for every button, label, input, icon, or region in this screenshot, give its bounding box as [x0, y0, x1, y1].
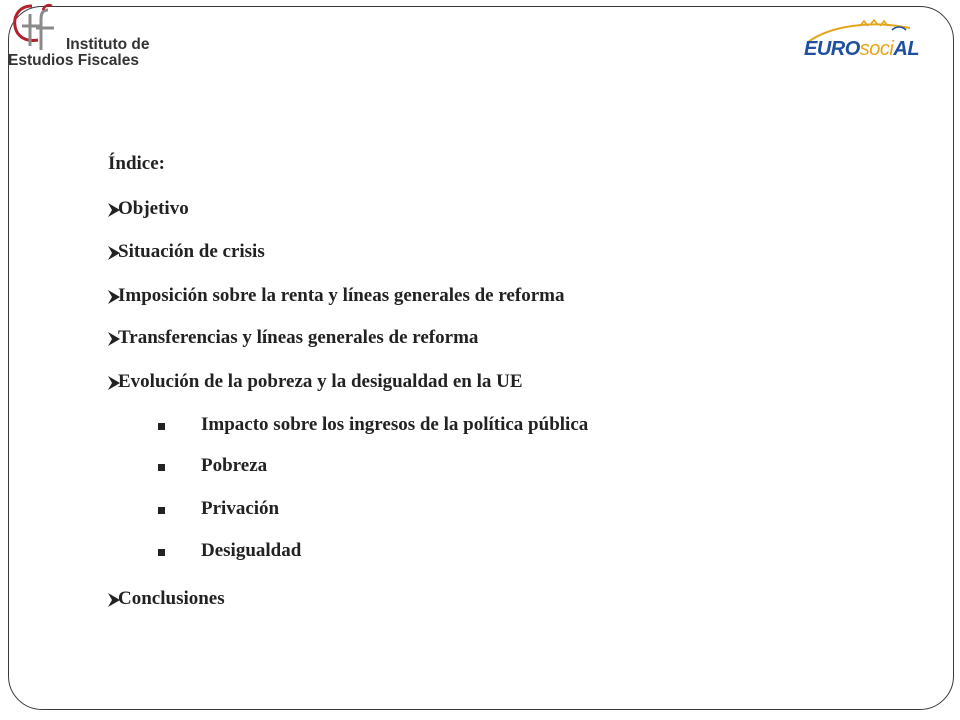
index-title: Índice: — [108, 153, 165, 174]
euro-part: EURO — [804, 38, 860, 60]
ief-logo-line2: Estudios Fiscales — [8, 52, 139, 69]
al-part: AL — [893, 38, 920, 60]
index-subitem: Pobreza — [201, 455, 268, 476]
index-item: Evolución de la pobreza y la desigualdad en la UE — [118, 371, 523, 392]
index-item-conclusiones: Conclusiones — [118, 588, 225, 609]
index-item: Imposición sobre la renta y líneas generales de reforma — [118, 285, 565, 306]
square-bullet-icon — [158, 464, 165, 471]
index-subitem: Desigualdad — [201, 540, 302, 561]
soci-part: soci — [859, 38, 894, 60]
index-item: Objetivo — [118, 198, 189, 219]
index-item: Situación de crisis — [118, 241, 265, 262]
square-bullet-icon — [158, 549, 165, 556]
index-subitem: Impacto sobre los ingresos de la política pública — [201, 414, 589, 435]
index-subitem: Privación — [201, 498, 280, 519]
ief-logo-line1: Instituto de — [66, 36, 150, 53]
square-bullet-icon — [158, 423, 165, 430]
index-item: Transferencias y líneas generales de reforma — [118, 327, 479, 348]
square-bullet-icon — [158, 507, 165, 514]
